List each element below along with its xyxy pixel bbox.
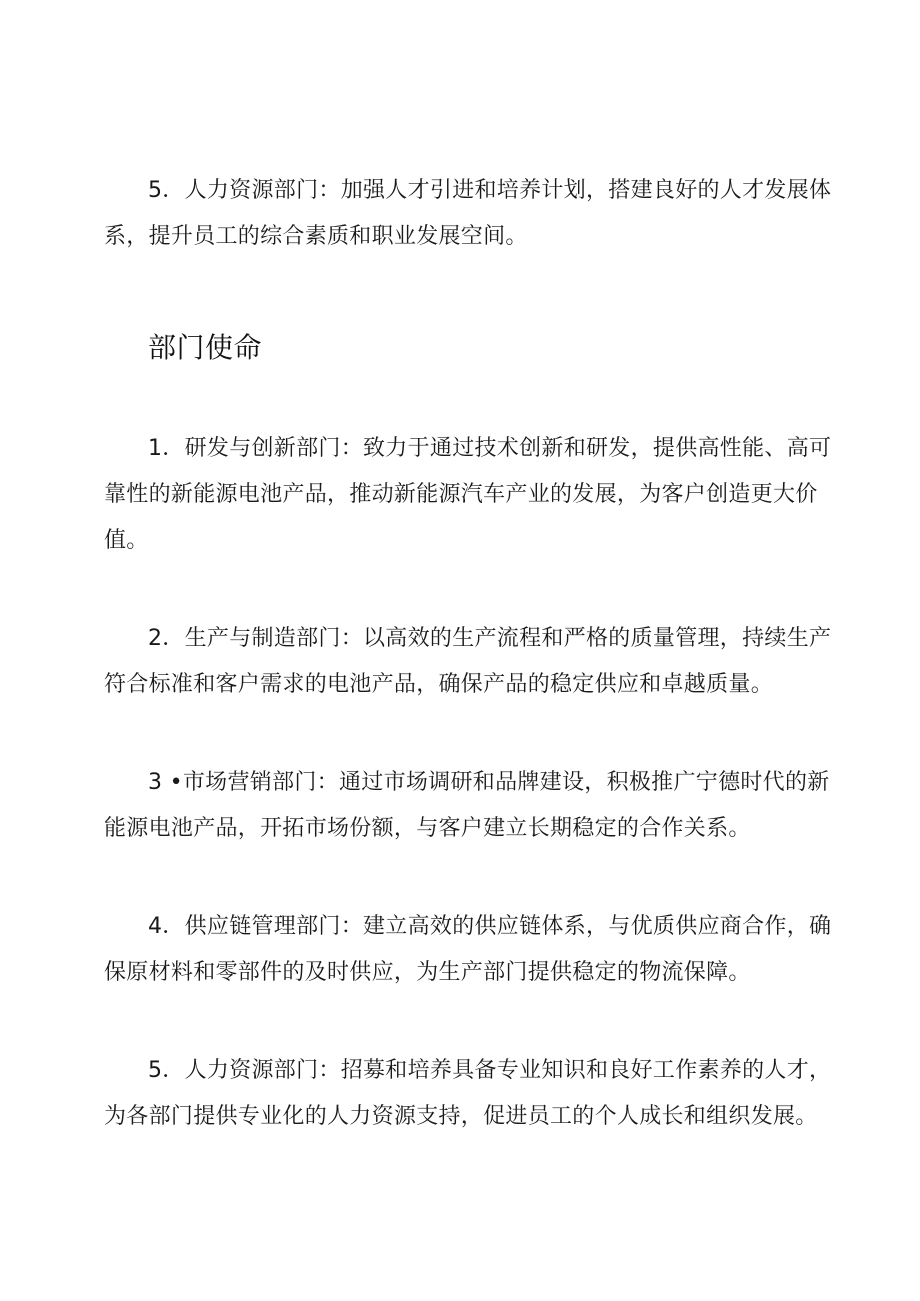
- paragraph-hr-plan: 5．人力资源部门：加强人才引进和培养计划，搭建良好的人才发展体系，提升员工的综合素质和职业发展空间。: [104, 178, 832, 249]
- mission-item-supply-chain: 4．供应链管理部门：建立高效的供应链体系，与优质供应商合作，确保原材料和零部件的及时供应，为生产部门提供稳定的物流保障。: [104, 914, 832, 985]
- mission-item-manufacturing: 2．生产与制造部门：以高效的生产流程和严格的质量管理，持续生产符合标准和客户需求的电池产品，确保产品的稳定供应和卓越质量。: [104, 626, 832, 697]
- section-title: 部门使命: [148, 331, 263, 364]
- mission-item-rnd: 1．研发与创新部门：致力于通过技术创新和研发，提供高性能、高可靠性的新能源电池产品，推动新能源汽车产业的发展，为客户创造更大价值。: [104, 436, 832, 553]
- mission-item-marketing: 3 •市场营销部门：通过市场调研和品牌建设，积极推广宁德时代的新能源电池产品，开拓市场份额，与客户建立长期稳定的合作关系。: [104, 770, 830, 841]
- mission-item-hr: 5．人力资源部门：招募和培养具备专业知识和良好工作素养的人才，为各部门提供专业化的人力资源支持，促进员工的个人成长和组织发展。: [104, 1058, 832, 1129]
